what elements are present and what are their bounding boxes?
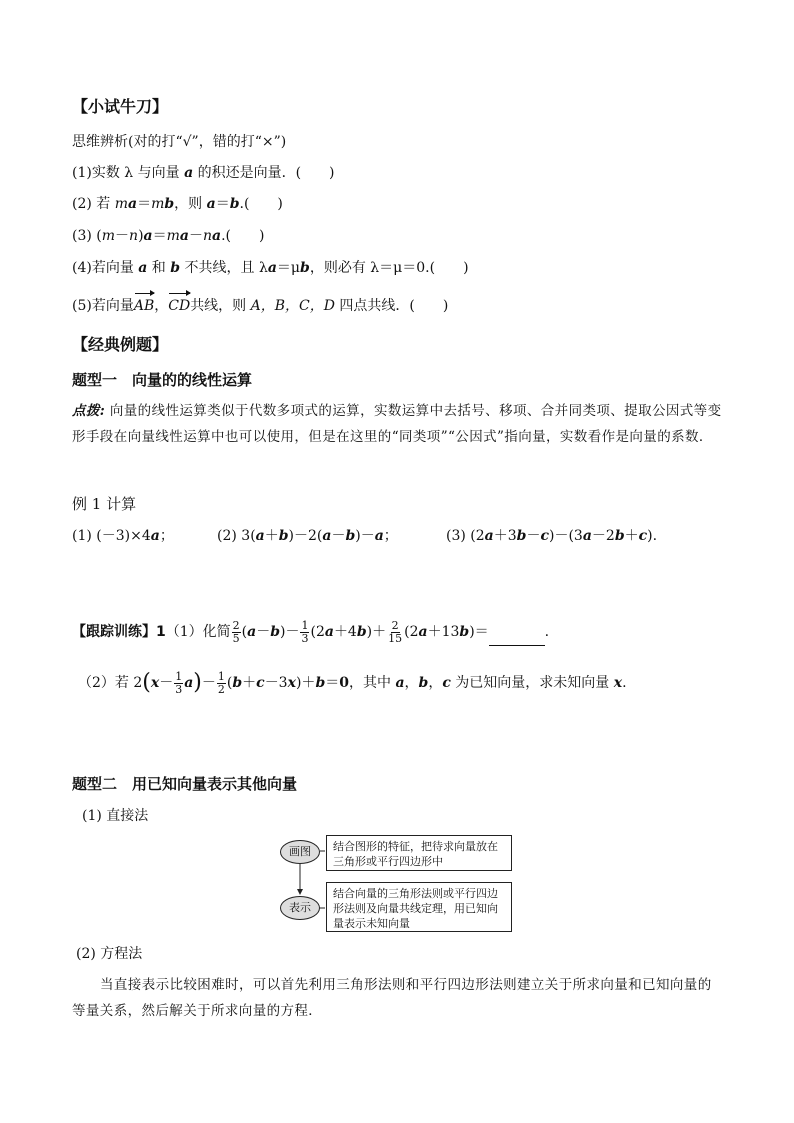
vector: a xyxy=(143,228,153,244)
text: ，其中 xyxy=(348,675,396,691)
flow-diagram xyxy=(270,830,520,930)
vector: a xyxy=(418,624,428,640)
node-express: 表示 xyxy=(280,896,320,920)
vector: b xyxy=(164,196,175,212)
var: m xyxy=(101,228,116,244)
vector: c xyxy=(638,528,648,544)
numerator: 1 xyxy=(175,669,183,683)
text: ＝ xyxy=(152,228,167,244)
text: 共线，则 xyxy=(190,298,251,314)
vector: b xyxy=(229,196,240,212)
answer-blank xyxy=(489,631,545,646)
text: (3) (2 xyxy=(446,528,485,544)
text: )－ xyxy=(355,528,375,544)
vector-ab: AB xyxy=(133,298,155,314)
vector: a xyxy=(484,528,494,544)
text: (1)实数 λ 与向量 xyxy=(72,165,185,181)
section-heading-try: 【小试牛刀】 xyxy=(72,97,169,116)
vector: a xyxy=(212,228,222,244)
var: m xyxy=(114,196,129,212)
vector: b xyxy=(614,528,625,544)
vector: a xyxy=(322,528,332,544)
var: n xyxy=(129,228,139,244)
fraction xyxy=(174,671,183,696)
vector: b xyxy=(345,528,356,544)
vector: b xyxy=(315,675,326,691)
vector: a xyxy=(582,528,592,544)
flow-box-2: 结合向量的三角形法则或平行四边形法则及向量共线定理，用已知向量表示未知向量 xyxy=(326,882,512,932)
try-item-2 xyxy=(72,194,283,214)
text: － xyxy=(331,528,346,544)
text: 为已知向量，求未知向量 xyxy=(450,675,614,691)
text: ， xyxy=(154,298,169,314)
text: ，则必有 λ＝μ＝0.( ) xyxy=(309,260,469,276)
example-1-label: 例 1 计算 xyxy=(72,495,137,513)
vector: a xyxy=(374,528,384,544)
text: ＝ xyxy=(215,196,230,212)
vector: a xyxy=(150,528,160,544)
tip-label: 点拨: xyxy=(72,403,106,419)
text: ＝ xyxy=(325,675,340,691)
text: ＋ xyxy=(624,528,639,544)
var: m xyxy=(166,228,180,244)
text: )－ xyxy=(280,624,300,640)
text: (5)若向量 xyxy=(72,298,134,314)
text: ) xyxy=(138,228,144,244)
vector: c xyxy=(442,675,451,691)
vector: c xyxy=(256,675,265,691)
method-1-label: (1) 直接法 xyxy=(82,808,149,824)
text: (2) 3( xyxy=(217,528,256,544)
text: .( ) xyxy=(221,228,265,244)
vector: a xyxy=(206,196,216,212)
denominator: 3 xyxy=(301,631,309,645)
training-label: 【跟踪训练】1 xyxy=(72,624,166,640)
tip-paragraph xyxy=(72,398,722,450)
vector: x xyxy=(287,675,296,691)
text: (3) ( xyxy=(72,228,102,244)
text: ( xyxy=(241,624,248,640)
numerator: 1 xyxy=(217,669,225,683)
paren: ( xyxy=(142,670,151,695)
vector: a xyxy=(184,675,194,691)
vector: b xyxy=(278,528,289,544)
training-q2 xyxy=(78,668,627,698)
text: － xyxy=(188,228,203,244)
text: ＋4 xyxy=(333,624,357,640)
vector-a: a xyxy=(184,165,194,181)
text: （1）化简 xyxy=(165,624,231,640)
vector: x xyxy=(613,675,623,691)
paren: ) xyxy=(193,670,202,695)
vector: a xyxy=(128,196,138,212)
text: － xyxy=(201,675,216,691)
text: ). xyxy=(647,528,658,544)
vector: a xyxy=(179,228,189,244)
try-item-1 xyxy=(72,163,335,183)
denominator: 15 xyxy=(388,631,403,645)
text: － xyxy=(256,624,271,640)
method-2-label: (2) 方程法 xyxy=(76,946,143,962)
vector: b xyxy=(459,624,470,640)
vector: a xyxy=(138,260,148,276)
training-q1 xyxy=(72,618,549,646)
vector: b xyxy=(418,675,429,691)
text: ，则 xyxy=(174,196,207,212)
text: ＋ xyxy=(242,675,257,691)
text: 不共线，且 λ xyxy=(180,260,268,276)
text: ， xyxy=(428,675,443,691)
vector: a xyxy=(395,675,405,691)
text: )－2( xyxy=(288,528,323,544)
points: A，B，C，D xyxy=(250,298,335,314)
calc-item-3 xyxy=(446,526,657,546)
calc-item-1 xyxy=(72,526,174,546)
text: (2) 若 xyxy=(72,196,115,212)
text: （2）若 2 xyxy=(78,675,143,691)
vector: a xyxy=(247,624,257,640)
var: m xyxy=(151,196,165,212)
fraction xyxy=(387,620,403,645)
text: ， xyxy=(404,675,419,691)
text: )－(3 xyxy=(548,528,583,544)
method-2-text: 当直接表示比较困难时，可以首先利用三角形法则和平行四边形法则建立关于所求向量和已知向量的等量关系，然后解关于所求向量的方程． xyxy=(72,977,712,1019)
text: )＋ xyxy=(295,675,316,691)
type1-title: 题型一 向量的的线性运算 xyxy=(72,371,253,389)
denominator: 3 xyxy=(175,682,183,696)
node-draw: 画图 xyxy=(280,840,320,864)
text: 的积还是向量．( ) xyxy=(193,165,335,181)
text: . xyxy=(622,675,627,691)
section-heading-examples: 【经典例题】 xyxy=(72,335,169,354)
flow-box-1: 结合图形的特征，把待求向量放在三角形或平行四边形中 xyxy=(326,835,512,871)
var: n xyxy=(202,228,212,244)
calc-item-2 xyxy=(217,526,398,546)
text: ＝μ xyxy=(276,260,301,276)
vector: b xyxy=(356,624,367,640)
text: ； xyxy=(159,528,174,544)
text: (1) (－3)×4 xyxy=(72,528,151,544)
text: .( ) xyxy=(239,196,283,212)
text: )＋ xyxy=(366,624,387,640)
fraction xyxy=(217,671,226,696)
try-item-3 xyxy=(72,226,264,246)
vector: b xyxy=(232,675,243,691)
vector: b xyxy=(270,624,281,640)
text: )＝ xyxy=(469,624,489,640)
text: (2 xyxy=(404,624,419,640)
denominator: 2 xyxy=(217,682,225,696)
numerator: 2 xyxy=(391,618,399,632)
text: ＋3 xyxy=(493,528,517,544)
type2-title: 题型二 用已知向量表示其他向量 xyxy=(72,775,298,793)
vector: a xyxy=(324,624,334,640)
text: － xyxy=(526,528,541,544)
numerator: 1 xyxy=(301,618,309,632)
text: ； xyxy=(383,528,398,544)
text: ( xyxy=(226,675,233,691)
text: ＋13 xyxy=(427,624,460,640)
text: . xyxy=(544,624,550,640)
text: －3 xyxy=(264,675,288,691)
vector: c xyxy=(540,528,549,544)
vector: b xyxy=(516,528,527,544)
vector: x xyxy=(150,675,160,691)
vector: b xyxy=(170,260,181,276)
text: 和 xyxy=(147,260,171,276)
tip-text: 向量的线性运算类似于代数多项式的运算，实数运算中去括号、移项、合并同类项、提取公因式等变形手段在向量线性运算中也可以使用，但是在这里的“同类项”“公因式”指向量，实数看作是向量的系数． xyxy=(72,403,722,445)
vector: a xyxy=(255,528,265,544)
text: － xyxy=(115,228,130,244)
vector: b xyxy=(300,260,310,276)
try-item-4 xyxy=(72,258,469,278)
vector-cd: CD xyxy=(168,298,191,314)
try-intro: 思维辨析(对的打“√”，错的打“×”) xyxy=(72,134,287,150)
text: －2 xyxy=(591,528,615,544)
vector: a xyxy=(267,260,277,276)
text: 四点共线．( ) xyxy=(334,298,449,314)
zero-vector: 0 xyxy=(339,675,349,691)
text: － xyxy=(159,675,174,691)
denominator: 5 xyxy=(232,631,240,645)
try-item-5 xyxy=(72,296,448,316)
text: (2 xyxy=(310,624,325,640)
numerator: 2 xyxy=(232,618,240,632)
text: (4)若向量 xyxy=(72,260,139,276)
text: ＋ xyxy=(264,528,279,544)
fraction xyxy=(232,620,241,645)
fraction xyxy=(300,620,309,645)
text: ＝ xyxy=(137,196,152,212)
